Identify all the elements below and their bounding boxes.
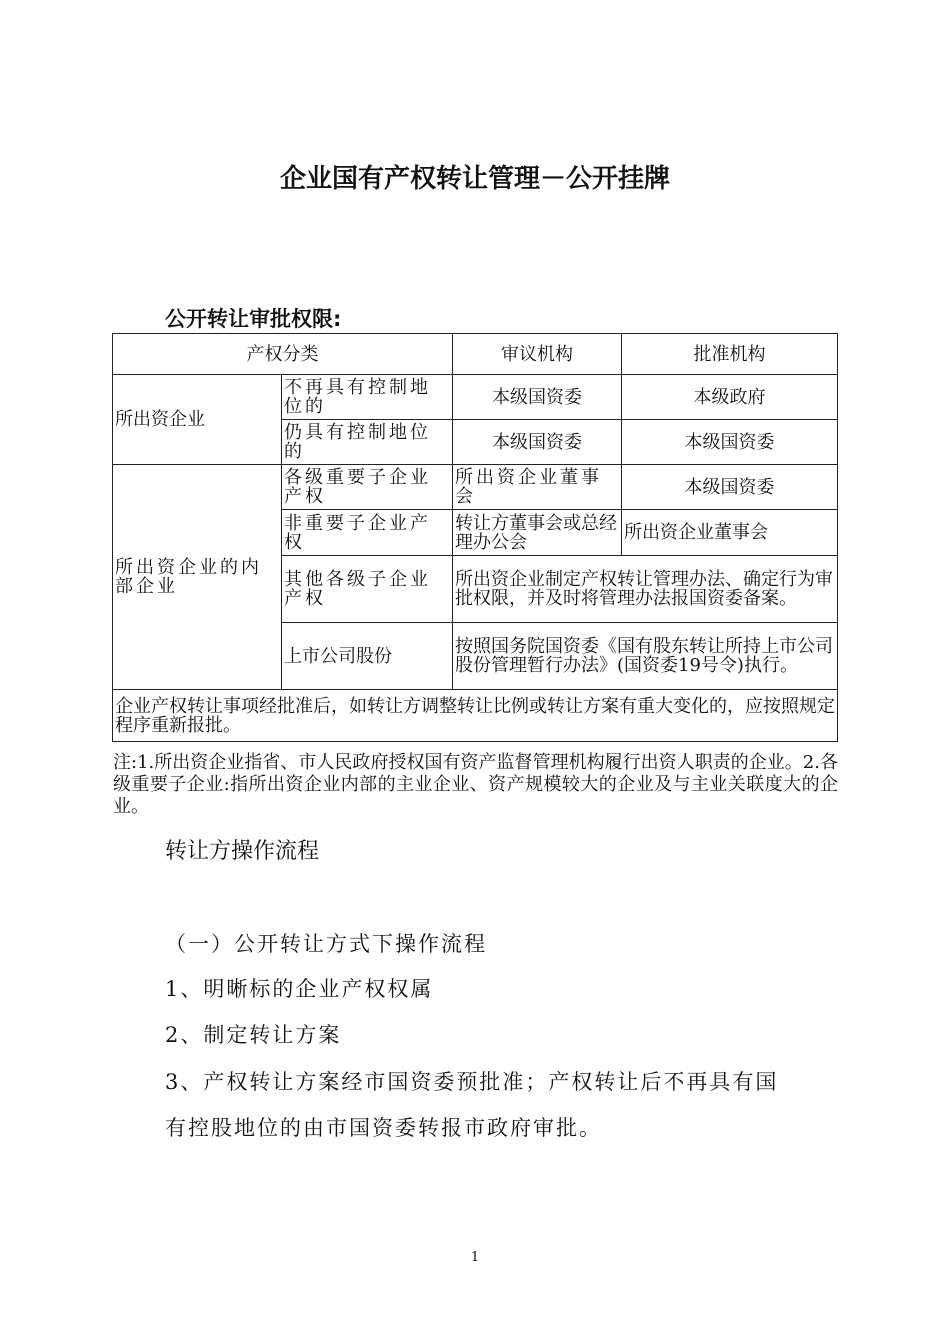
header-review: 审议机构 <box>453 334 622 375</box>
table-header-row <box>113 334 838 375</box>
approve-cell: 本级国资委 <box>622 465 838 510</box>
review-cell: 本级国资委 <box>453 375 622 420</box>
document-title: 企业国有产权转让管理－公开挂牌 <box>279 164 670 194</box>
subcategory-cell: 上市公司股份 <box>282 623 453 690</box>
group1-label: 所出资企业 <box>113 375 282 465</box>
approve-cell: 本级国资委 <box>622 420 838 465</box>
step-item: 2、制定转让方案 <box>165 1023 342 1047</box>
group2-label: 所出资企业的内部企业 <box>113 465 282 690</box>
procedure-subtitle: （一）公开转让方式下操作流程 <box>165 932 487 956</box>
review-cell: 所出资企业董事会 <box>453 465 622 510</box>
step-item: 1、明晰标的企业产权权属 <box>165 977 434 1001</box>
header-approve: 批准机构 <box>622 334 838 375</box>
table-footer-row <box>113 690 838 742</box>
approve-cell: 本级政府 <box>622 375 838 420</box>
table-note: 注:1.所出资企业指省、市人民政府授权国有资产监督管理机构履行出资人职责的企业。2.各级重要子企业:指所出资企业内部的主业企业、资产规模较大的企业及与主业关联度大的企业。 <box>113 752 838 817</box>
footer-cell: 企业产权转让事项经批准后，如转让方调整转让比例或转让方案有重大变化的，应按照规定程序重新报批。 <box>113 690 838 742</box>
approve-cell: 所出资企业董事会 <box>622 510 838 556</box>
approval-authority-table <box>112 333 838 742</box>
subcategory-cell: 不再具有控制地位的 <box>282 375 453 420</box>
merged-cell: 所出资企业制定产权转让管理办法、确定行为审批权限，并及时将管理办法报国资委备案。 <box>453 556 838 623</box>
subcategory-cell: 仍具有控制地位的 <box>282 420 453 465</box>
step-item: 有控股地位的由市国资委转报市政府审批。 <box>165 1116 602 1140</box>
review-cell: 转让方董事会或总经理办公会 <box>453 510 622 556</box>
subcategory-cell: 各级重要子企业产权 <box>282 465 453 510</box>
table-row <box>113 375 838 420</box>
merged-cell: 按照国务院国资委《国有股东转让所持上市公司股份管理暂行办法》(国资委19号令)执行。 <box>453 623 838 690</box>
subcategory-cell: 非重要子企业产权 <box>282 510 453 556</box>
header-category: 产权分类 <box>113 334 453 375</box>
page-number: 1 <box>470 1250 480 1265</box>
procedure-title: 转让方操作流程 <box>165 839 320 864</box>
approval-authority-heading: 公开转让审批权限: <box>165 307 342 331</box>
subcategory-cell: 其他各级子企业产权 <box>282 556 453 623</box>
step-item: 3、产权转让方案经市国资委预批准；产权转让后不再具有国 <box>165 1070 779 1094</box>
review-cell: 本级国资委 <box>453 420 622 465</box>
table-row <box>113 465 838 510</box>
